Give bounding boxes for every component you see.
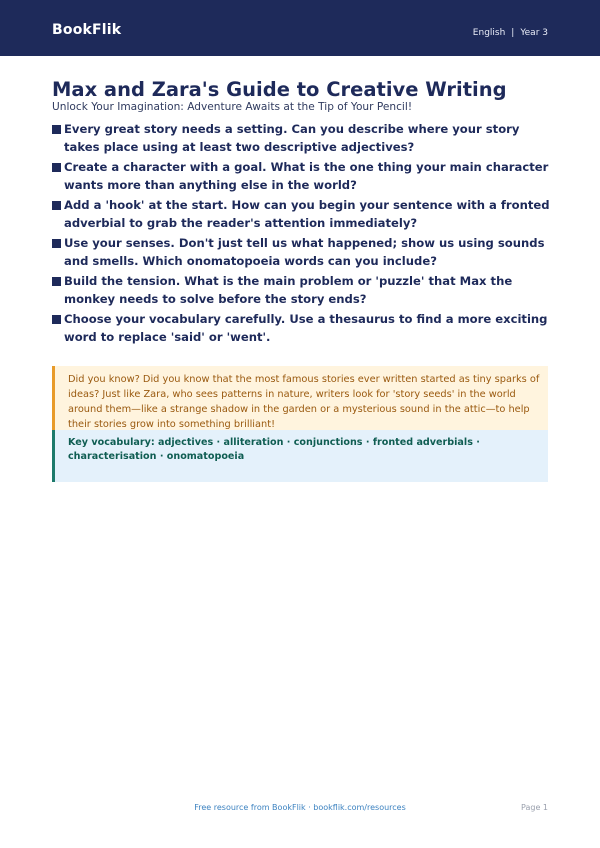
subject-year-meta bbox=[473, 27, 548, 39]
square-bullet-icon bbox=[52, 163, 61, 172]
prompt-text: Create a character with a goal. What is the one thing your main character wants more than anything else in the world? bbox=[64, 160, 549, 192]
writing-prompt bbox=[52, 273, 552, 308]
square-bullet-icon bbox=[52, 125, 61, 134]
square-bullet-icon bbox=[52, 201, 61, 210]
prompt-text: Every great story needs a setting. Can you describe where your story takes place using at least two descriptive adjectives? bbox=[64, 122, 520, 154]
writing-prompt bbox=[52, 235, 552, 270]
page-number: Page 1 bbox=[521, 803, 548, 812]
top-header-bar bbox=[0, 0, 600, 56]
page-title: Max and Zara's Guide to Creative Writing bbox=[52, 78, 507, 102]
writing-prompt bbox=[52, 311, 552, 346]
prompt-text: Use your senses. Don't just tell us what happened; show us using sounds and smells. Which onomatopoeia words can you include? bbox=[64, 236, 545, 268]
square-bullet-icon bbox=[52, 277, 61, 286]
writing-prompt bbox=[52, 121, 552, 156]
prompt-text: Choose your vocabulary carefully. Use a thesaurus to find a more exciting word to replace 'said' or 'went'. bbox=[64, 312, 548, 344]
page-subtitle: Unlock Your Imagination: Adventure Awaits at the Tip of Your Pencil! bbox=[52, 101, 413, 113]
year-label: Year 3 bbox=[520, 28, 548, 38]
prompt-text: Build the tension. What is the main problem or 'puzzle' that Max the monkey needs to solve before the story ends? bbox=[64, 274, 513, 306]
footer-resource-link[interactable]: Free resource from BookFlik · bookflik.com/resources bbox=[194, 803, 406, 812]
subject-label: English bbox=[472, 28, 506, 38]
writing-prompt bbox=[52, 159, 552, 194]
meta-separator: | bbox=[511, 28, 515, 38]
square-bullet-icon bbox=[52, 239, 61, 248]
prompt-text: Add a 'hook' at the start. How can you begin your sentence with a fronted adverbial to grab the reader's attention immediately? bbox=[64, 198, 550, 230]
did-you-know-box: Did you know? Did you know that the most famous stories ever written started as tiny sparks of ideas? Just like Zara, who sees patterns in nature, writers look for 'story seeds' in the world around them—like a strange shadow in the garden or a mysterious sound in the attic—to help their stories grow into something brilliant! bbox=[52, 366, 548, 430]
writing-prompts-list bbox=[52, 121, 552, 349]
writing-prompt bbox=[52, 197, 552, 232]
brand-name: BookFlik bbox=[52, 22, 122, 38]
key-vocabulary-box: Key vocabulary: adjectives · alliteration · conjunctions · fronted adverbials · characterisation · onomatopoeia bbox=[52, 430, 548, 482]
square-bullet-icon bbox=[52, 315, 61, 324]
